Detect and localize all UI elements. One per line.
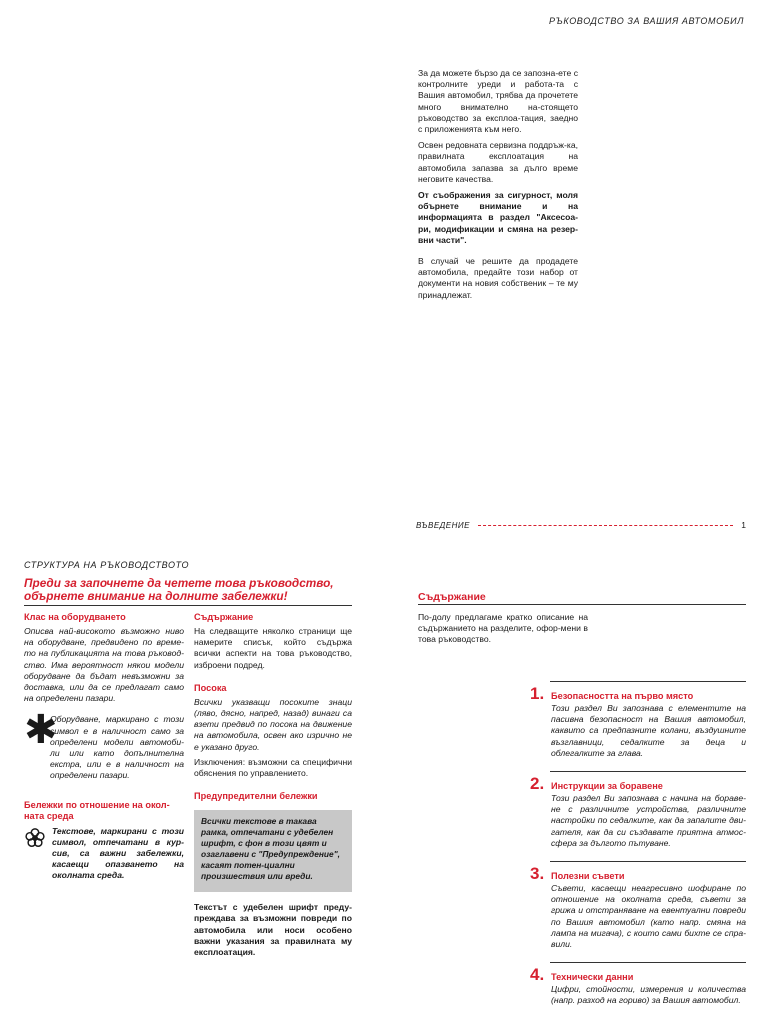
section-title: Предупредителни бележки [194, 791, 318, 802]
structure-heading: Преди за започнете да четете това ръководство, обърнете внимание на долните забележки! [24, 576, 334, 603]
divider [24, 605, 352, 606]
toc-item [530, 962, 746, 1006]
warning-box [194, 810, 352, 892]
toc-intro: По-долу предлагаме кратко описание на съдържанието на разделите, офор-мени в това ръководство. [418, 612, 588, 645]
toc-number: 1. [530, 684, 545, 703]
toc-description: Този раздел Ви запознава с елементите на пасивна безопасност на Вашия автомобил, каквито са предпазните колани, въздушните възглавници, седалките за деца и облегалките за глава. [551, 703, 746, 758]
structure-title: СТРУКТУРА НА РЪКОВОДСТВОТО [24, 560, 190, 570]
section-title: Клас на оборудването [24, 612, 126, 622]
warnings-section [194, 791, 352, 958]
section-text: Описва най-високото възможно ниво на оборудване, предвидено по време-то на публикацията на това ръковод-ство. Има вероятност някои модели оборудване да бъдат невъзможни за доставка, или да се предлагат само на определени пазари. [24, 626, 184, 704]
asterisk-note-text: Оборудване, маркирано с този символ е в наличност само за определени модели автомоби-ли или като допълнителна екстра, или е в наличност на определени пазари. [50, 714, 184, 781]
contents-section [194, 612, 352, 671]
environment-note [24, 826, 184, 886]
structure-left-column [24, 612, 184, 894]
asterisk-note [24, 707, 184, 785]
page-number: 1 [741, 520, 746, 530]
intro-paragraph: В случай че решите да продадете автомобила, предайте този набор от документи на новия собственик – те му принадлежат. [418, 256, 578, 300]
warning-box-text: Всички текстове в такава рамка, отпечатани с удебелен шрифт, с фон в този цвят и озаглавени с "Предупреждение", касаят потен-циални произшествия или вреди. [201, 816, 340, 882]
asterisk-icon: ✱ [24, 707, 58, 754]
toc-item [530, 861, 746, 950]
toc-description: Този раздел Ви запознава с начина на боравe-не с различните устройства, различните настройки по седалките, как да запалите дви-гателя, как да си създавате приятна атмос-сфера за дългото пътуване. [551, 793, 746, 848]
toc-item [530, 681, 746, 759]
toc-title: Полезни съвети [551, 871, 625, 881]
section-text: Изключения: възможни са специфични обяснения по управлението. [194, 756, 352, 779]
toc-title: Инструкции за боравене [551, 781, 663, 791]
intro-paragraph: За да можете бързо да се запозна-ете с контролните уреди и работа-та с Вашия автомобил, трябва да прочетете много внимателно на-стоящето ръководство за експлоа-тация, заедно с приложенията към него. [418, 68, 578, 135]
structure-middle-column [194, 612, 352, 966]
section-title: Съдържание [194, 612, 254, 622]
toc-number: 3. [530, 864, 545, 883]
footer-dashed-rule [478, 525, 733, 526]
environment-note-text: Текстове, маркирани с този символ, отпечатани в кур-сив, са важни забележки, касаещи опазването на околната среда. [52, 825, 184, 881]
toc-number: 2. [530, 774, 545, 793]
toc-heading: Съдържание [418, 591, 486, 603]
toc-number: 4. [530, 965, 545, 984]
section-title: Посока [194, 682, 227, 693]
section-text: Всички указващи посоките знаци (ляво, дясно, напред, назад) винаги са взети предвид по посока на движение на автомобила, освен ако изрично не е указано друго. [194, 696, 352, 752]
divider [550, 681, 746, 682]
warning-bold-text: Текстът с удебелен шрифт преду-преждава за възможни повреди по автомобила или носи особено важни указания за правилната му експлоатация. [194, 902, 352, 958]
section-title: Бележки по отношение на окол-ната среда [24, 799, 170, 821]
toc-description: Цифри, стойности, измерения и количества (напр. разход на гориво) за Вашия автомобил. [551, 984, 746, 1006]
toc-title: Технически данни [551, 972, 634, 982]
footer-section-label: ВЪВЕДЕНИЕ [416, 520, 470, 530]
direction-section [194, 683, 352, 779]
toc-description: Съвети, касаещи неагресивно шофиране по отношение на околната среда, съвети за грижа и отстраняване на евентуални повреди по Вашия автомобил (като напр. смяна на лампа на мигача), с които сами бихте се спра-вили. [551, 883, 746, 950]
running-header: РЪКОВОДСТВО ЗА ВАШИЯ АВТОМОБИЛ [548, 16, 744, 26]
divider [550, 771, 746, 772]
intro-paragraph: Освен редовната сервизна поддръж-ка, правилната експлоатация на автомобила запазва за дълго време неговите качества. [418, 140, 578, 184]
intro-safety-note: От съображения за сигурност, моля обърнете внимание и на информацията в раздел "Аксесоа-ри, модификации и смяна на резер-вни части". [418, 190, 578, 245]
divider [550, 962, 746, 963]
divider [550, 861, 746, 862]
toc-item [530, 771, 746, 849]
section-text: На следващите няколко страници ще намерите списък, който съдържа всички аспекти на това ръководство, изброени подред. [194, 626, 352, 670]
toc-title: Безопасността на първо място [551, 691, 694, 701]
intro-text [418, 68, 578, 306]
equipment-section [24, 612, 184, 786]
environment-section [24, 800, 184, 886]
divider [418, 604, 746, 605]
page-footer [416, 520, 746, 530]
flower-icon [24, 827, 46, 849]
